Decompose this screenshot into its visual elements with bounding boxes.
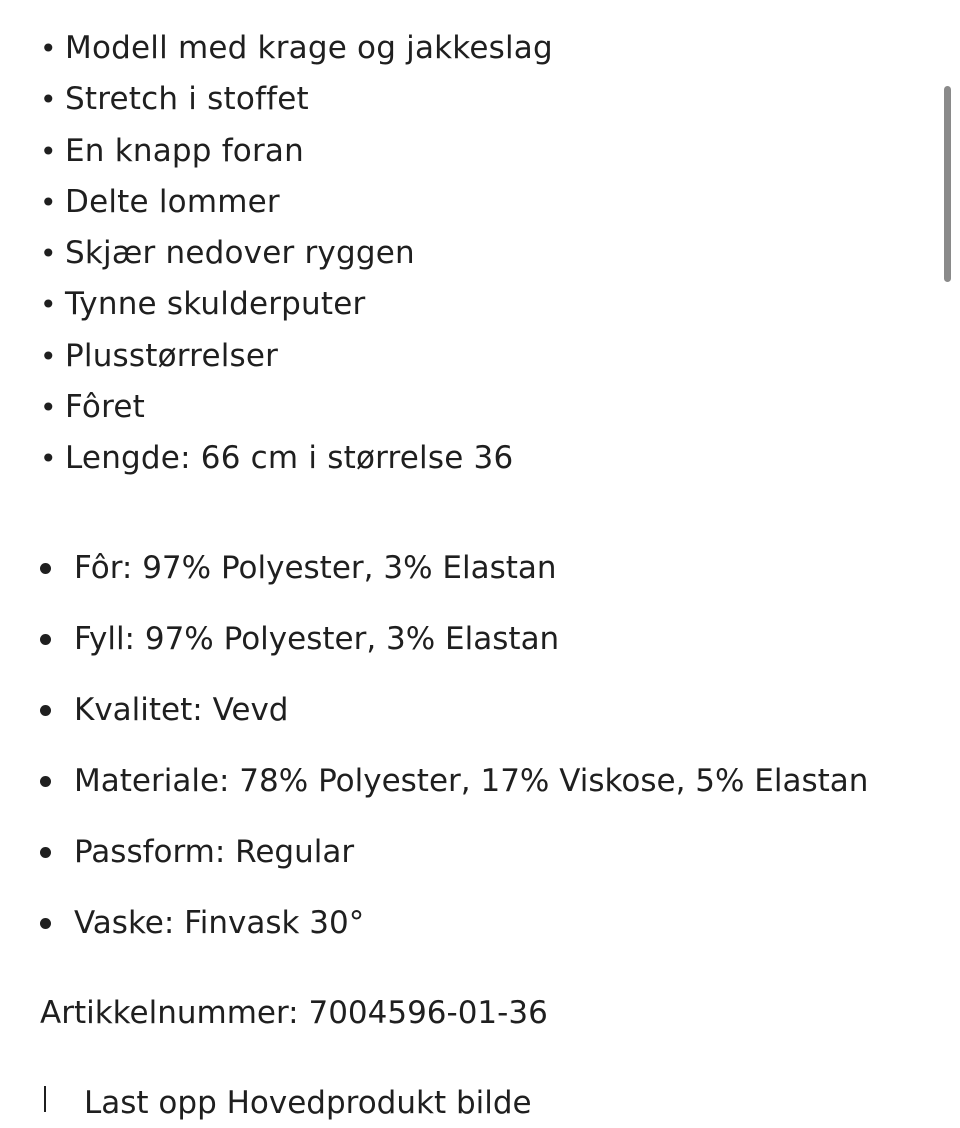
spec-item [40, 677, 868, 748]
feature-item [40, 126, 553, 177]
spec-item [40, 890, 868, 961]
feature-text: Skjær nedover ryggen [65, 235, 415, 272]
bullet-icon [40, 634, 51, 645]
feature-item [40, 331, 553, 382]
feature-text: Fôret [65, 389, 145, 426]
spec-list [40, 535, 868, 961]
spec-text: Materiale: 78% Polyester, 17% Viskose, 5% Elastan [74, 763, 869, 799]
feature-text: Tynne skulderputer [65, 286, 366, 323]
bullet-icon [40, 563, 51, 574]
feature-text: Delte lommer [65, 183, 280, 220]
spec-item [40, 606, 868, 677]
spec-text: Fôr: 97% Polyester, 3% Elastan [74, 550, 557, 586]
bullet-icon [40, 847, 51, 858]
upload-link[interactable] [40, 1078, 532, 1128]
spec-item [40, 819, 868, 890]
bullet-icon [40, 705, 51, 716]
bullet-icon [40, 918, 51, 929]
bullet-icon: • [40, 391, 57, 425]
bullet-icon: • [40, 134, 57, 168]
bullet-icon: • [40, 185, 57, 219]
spec-text: Vaske: Finvask 30° [74, 905, 365, 941]
scrollbar-thumb[interactable] [944, 86, 951, 282]
feature-list [40, 23, 553, 485]
spec-text: Fyll: 97% Polyester, 3% Elastan [74, 621, 560, 657]
feature-item [40, 382, 553, 433]
feature-text: Lengde: 66 cm i størrelse 36 [65, 440, 514, 477]
spec-text: Passform: Regular [74, 834, 355, 870]
feature-item [40, 74, 553, 125]
feature-text: Modell med krage og jakkeslag [65, 30, 553, 66]
spec-item [40, 535, 868, 606]
bullet-icon: • [40, 32, 57, 65]
feature-item [40, 228, 553, 279]
bullet-icon: • [40, 83, 57, 117]
feature-item [40, 279, 553, 330]
bullet-icon: • [40, 442, 57, 476]
spec-item [40, 748, 868, 819]
feature-text: Stretch i stoffet [65, 81, 309, 118]
bullet-icon: • [40, 339, 57, 373]
feature-text: En knapp foran [65, 132, 304, 169]
feature-item [40, 177, 553, 228]
upload-link-text: Last opp Hovedprodukt bilde [84, 1085, 532, 1121]
spec-text: Kvalitet: Vevd [74, 692, 289, 728]
feature-item [40, 23, 553, 74]
upload-icon [44, 1086, 46, 1112]
feature-text: Plusstørrelser [65, 337, 279, 374]
bullet-icon: • [40, 288, 57, 322]
bullet-icon [40, 776, 51, 787]
bullet-icon: • [40, 237, 57, 271]
article-number: Artikkelnummer: 7004596-01-36 [40, 995, 548, 1031]
feature-item [40, 433, 553, 484]
